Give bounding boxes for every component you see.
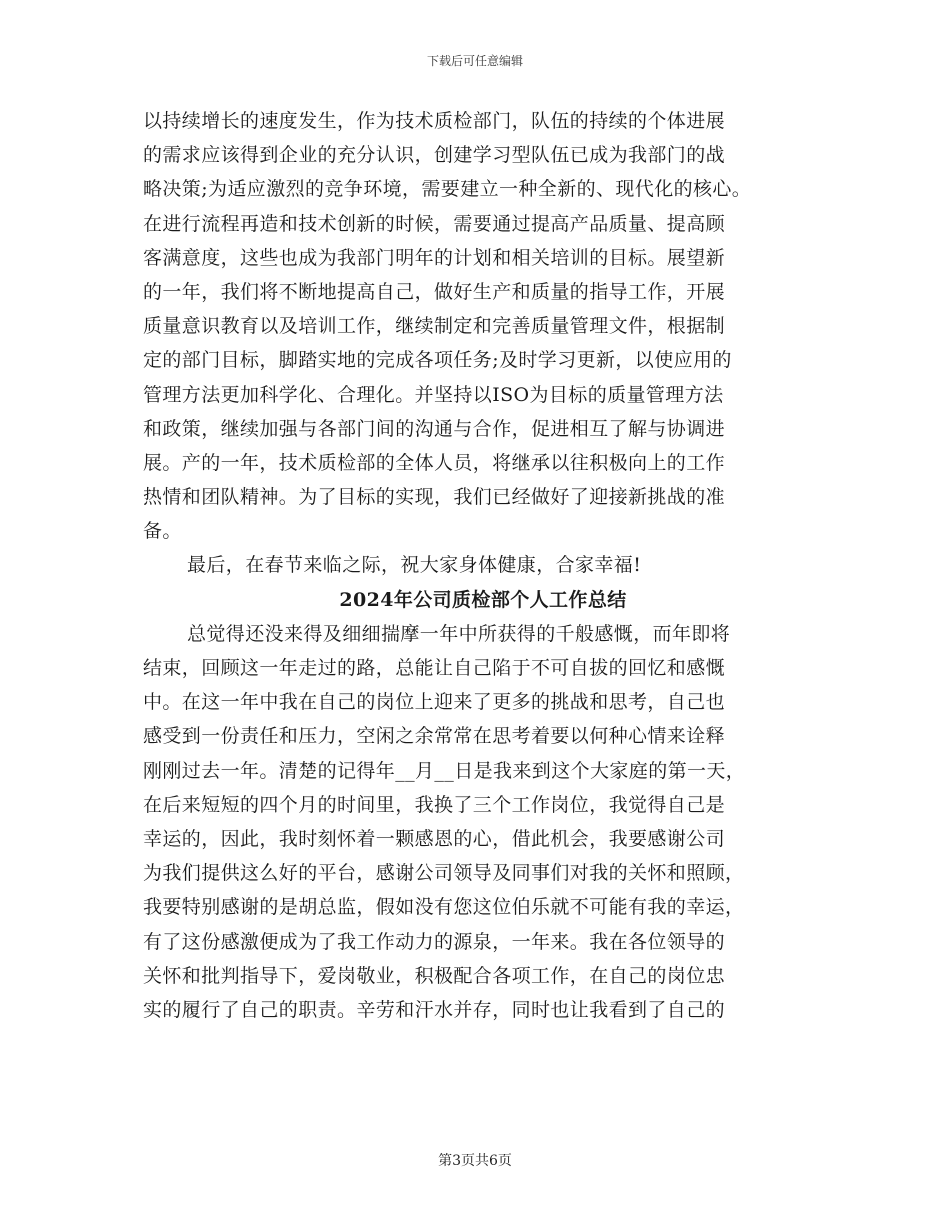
text-line: 我要特别感谢的是胡总监，假如没有您这位伯乐就不可能有我的幸运， (143, 896, 745, 919)
text-line: 客满意度，这些也成为我部门明年的计划和相关培训的目标。展望新 (143, 246, 726, 269)
text-line: 为我们提供这么好的平台，感谢公司领导及同事们对我的关怀和照顾， (143, 862, 745, 885)
text-line: 幸运的，因此，我时刻怀着一颗感恩的心，借此机会，我要感谢公司 (143, 827, 726, 850)
text-line: 展。产的一年，技术质检部的全体人员，将继承以往积极向上的工作 (143, 451, 726, 474)
text-line: 管理方法更加科学化、合理化。并坚持以ISO为目标的质量管理方法 (143, 383, 724, 406)
document-body (143, 104, 823, 1027)
text-line: 中。在这一年中我在自己的岗位上迎来了更多的挑战和思考，自己也 (143, 691, 726, 714)
text-line: 在进行流程再造和技术创新的时候，需要通过提高产品质量、提高顾 (143, 212, 726, 235)
page-number: 第3页共6页 (438, 1153, 512, 1169)
text-line: 略决策;为适应激烈的竞争环境，需要建立一种全新的、现代化的核心。 (143, 178, 752, 201)
section-title: 2024年公司质检部个人工作总结 (339, 588, 627, 611)
text-line: 有了这份感激便成为了我工作动力的源泉，一年来。我在各位领导的 (143, 930, 726, 953)
text-line: 的一年，我们将不断地提高自己，做好生产和质量的指导工作，开展 (143, 280, 726, 303)
text-line: 质量意识教育以及培训工作，继续制定和完善质量管理文件，根据制 (143, 315, 726, 338)
text-line: 感受到一份责任和压力，空闲之余常常在思考着要以何种心情来诠释 (143, 725, 726, 748)
text-line: 结束，回顾这一年走过的路，总能让自己陷于不可自拔的回忆和感慨 (143, 657, 726, 679)
text-line: 刚刚过去一年。清楚的记得年__月__日是我来到这个大家庭的第一天， (143, 759, 746, 782)
text-line: 和政策，继续加强与各部门间的沟通与合作，促进相互了解与协调进 (143, 417, 726, 440)
text-line: 以持续增长的速度发生，作为技术质检部门，队伍的持续的个体进展 (143, 110, 726, 132)
page-header-note: 下载后可任意编辑 (426, 54, 523, 68)
text-line: 定的部门目标，脚踏实地的完成各项任务;及时学习更新，以使应用的 (143, 349, 732, 372)
text-line: 的需求应该得到企业的充分认识，创建学习型队伍已成为我部门的战 (143, 144, 726, 167)
text-line: 关怀和批判指导下，爱岗敬业，积极配合各项工作，在自己的岗位忠 (143, 964, 726, 987)
closing-paragraph: 最后，在春节来临之际，祝大家身体健康，合家幸福! (187, 554, 642, 577)
text-line: 实的履行了自己的职责。辛劳和汗水并存，同时也让我看到了自己的 (143, 998, 726, 1021)
text-line: 在后来短短的四个月的时间里，我换了三个工作岗位，我觉得自己是 (143, 793, 726, 816)
text-line: 热情和团队精神。为了目标的实现，我们已经做好了迎接新挑战的准 (143, 486, 726, 509)
text-line: 总觉得还没来得及细细揣摩一年中所获得的千般感慨，而年即将 (187, 622, 731, 645)
text-line: 备。 (143, 520, 182, 543)
